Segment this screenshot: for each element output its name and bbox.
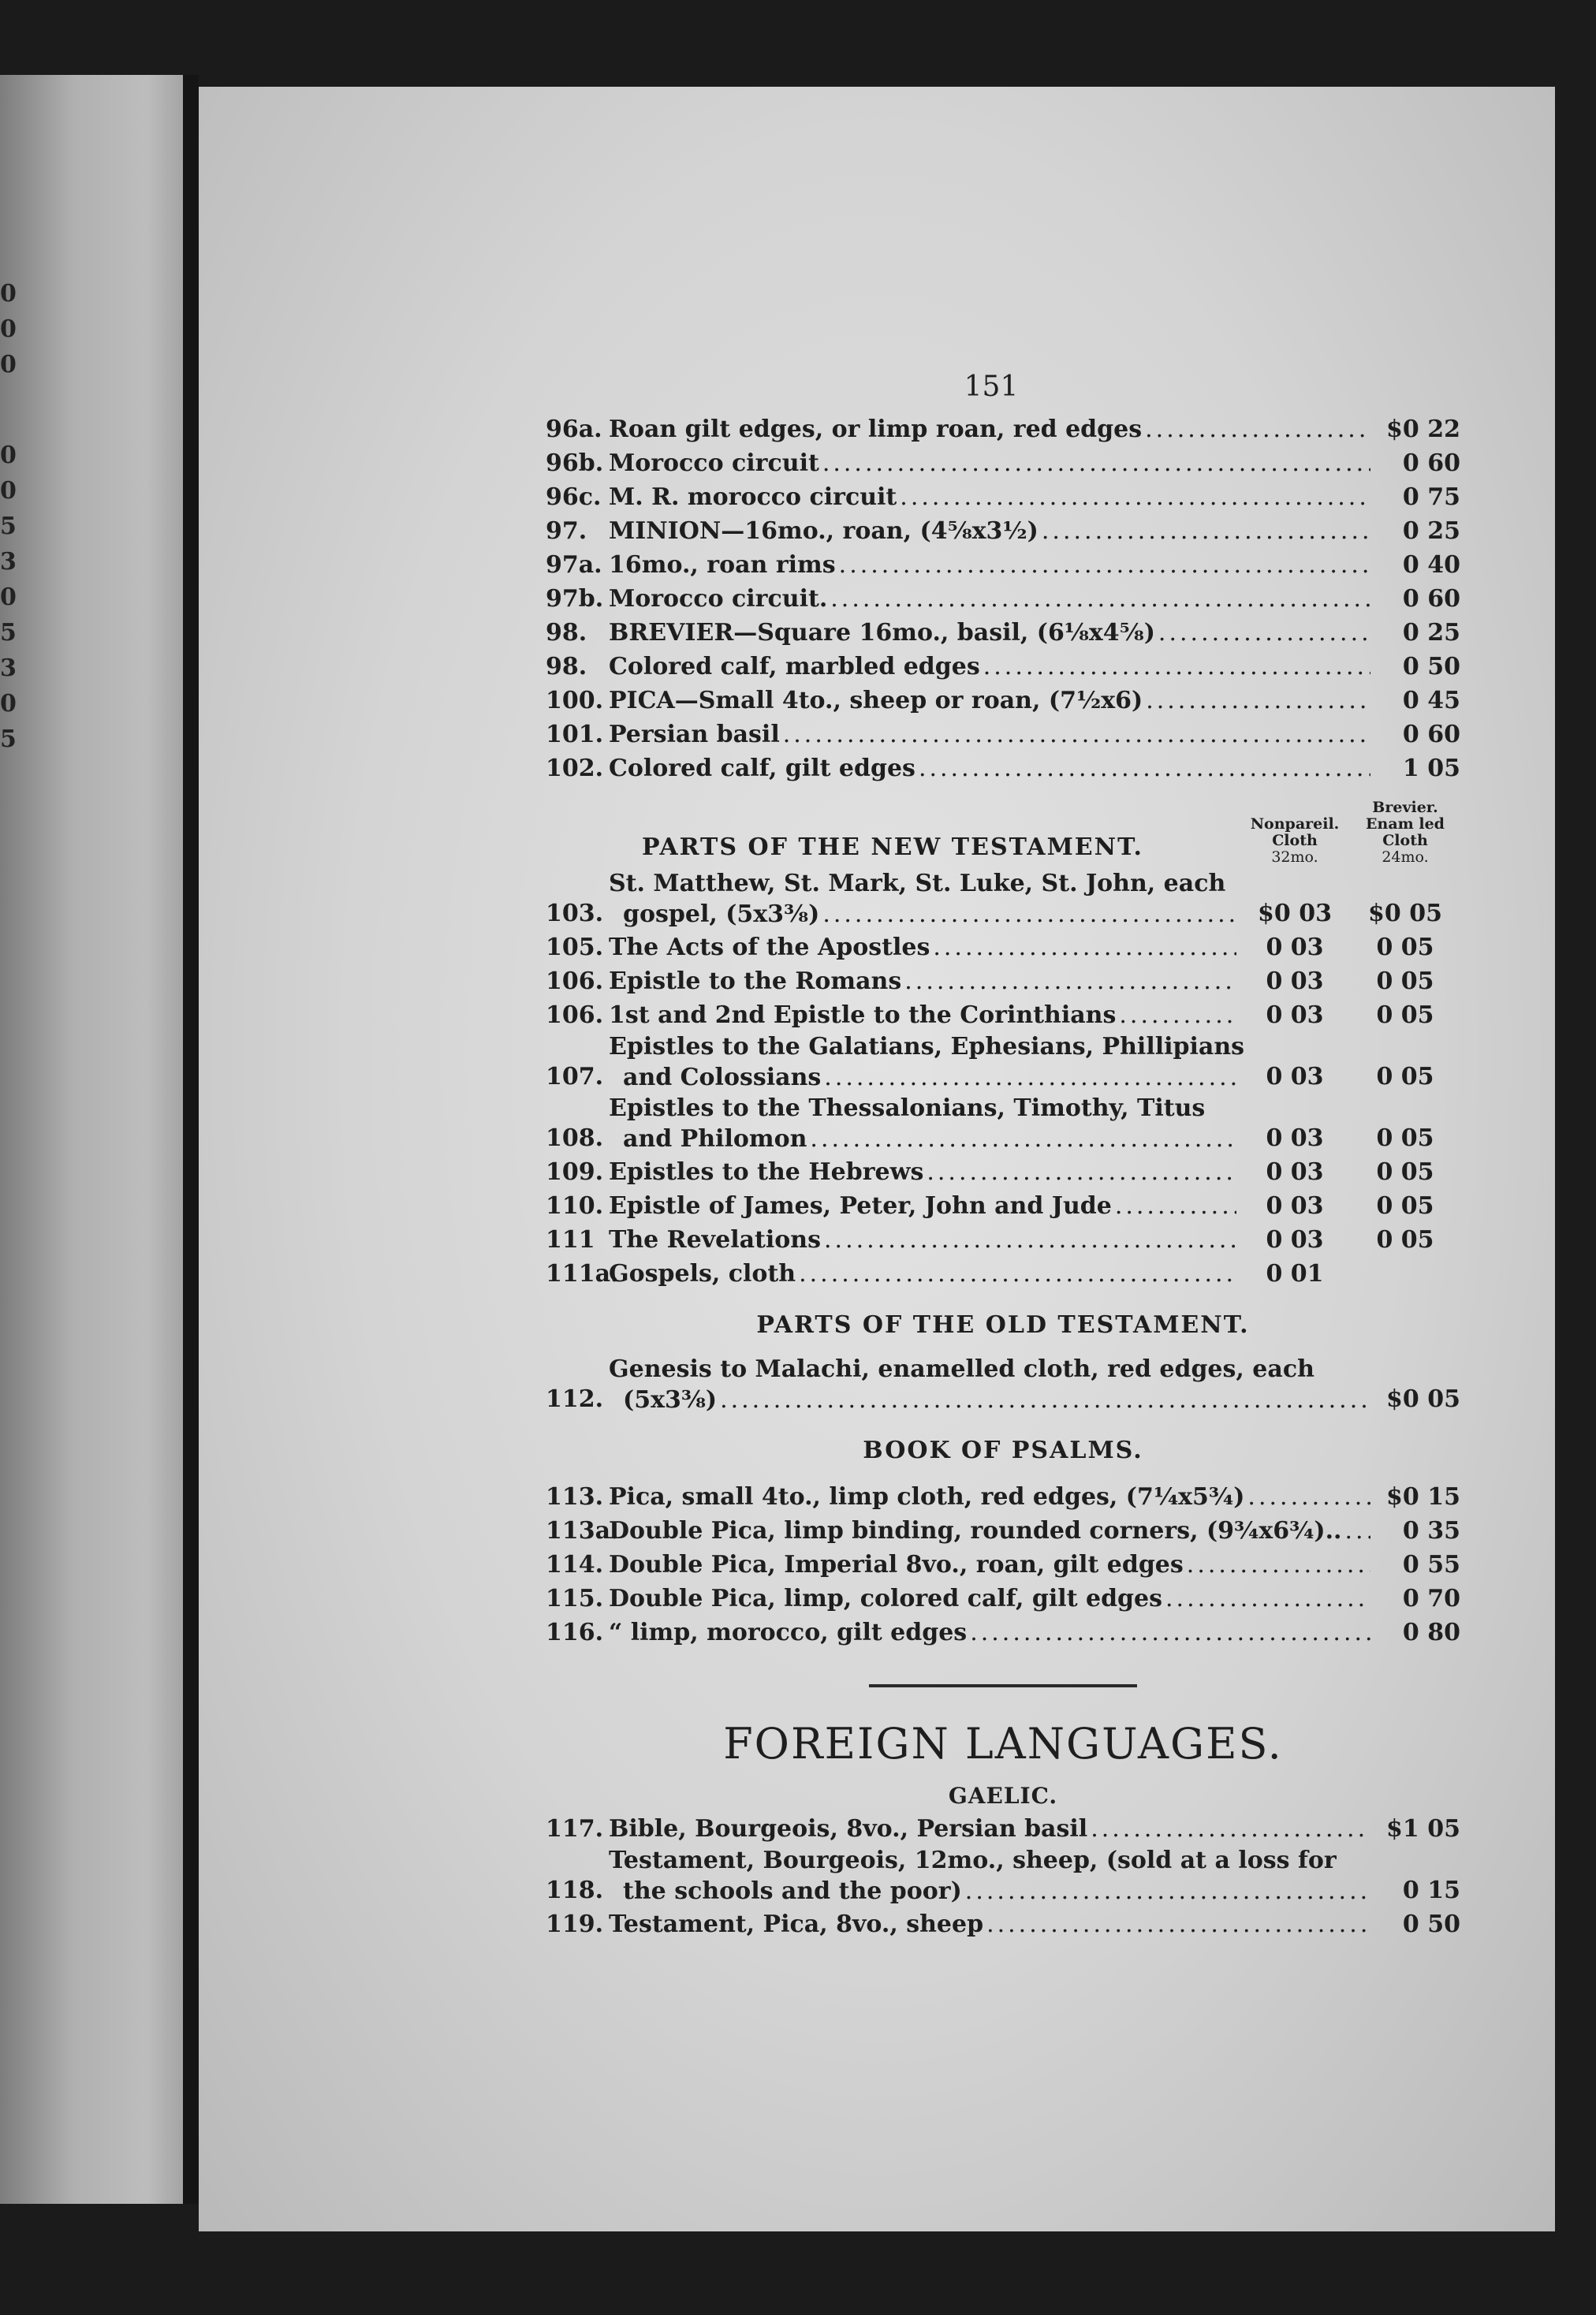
nonpareil-price: 0 03 <box>1266 1158 1324 1186</box>
item-price: 0 45 <box>1402 687 1460 714</box>
list-item <box>546 1480 1460 1514</box>
item-description-text: “ limp, morocco, gilt edges <box>609 1619 968 1646</box>
item-description <box>609 616 1374 650</box>
leader-dots <box>965 1876 1370 1907</box>
list-item <box>546 718 1460 751</box>
item-number: 101. <box>546 721 604 748</box>
list-item <box>546 930 1460 964</box>
page-fragment-digit: 3 <box>0 654 17 682</box>
leader-dots <box>822 446 1370 480</box>
item-description <box>609 1155 1240 1189</box>
item-number: 107. <box>546 1063 604 1090</box>
brevier-price: 0 05 <box>1376 967 1434 995</box>
list-item <box>546 869 1460 930</box>
brevier-price: 0 05 <box>1376 934 1434 961</box>
item-price: 0 55 <box>1402 1551 1460 1579</box>
leader-dots <box>720 1385 1370 1416</box>
section-title: BOOK OF PSALMS. <box>863 1437 1143 1464</box>
gaelic-subheading: GAELIC. <box>948 1783 1058 1809</box>
page-fragment-digit: 0 <box>0 690 17 718</box>
item-description-text: Colored calf, gilt edges <box>609 755 915 782</box>
item-description-text: Testament, Pica, 8vo., sheep <box>609 1911 984 1938</box>
leader-dots <box>1115 1189 1236 1223</box>
leader-dots <box>824 1062 1236 1094</box>
brevier-price: 0 05 <box>1376 1063 1434 1090</box>
item-description-line: Testament, Bourgeois, 12mo., sheep, (sold at a loss for <box>609 1847 1337 1874</box>
leader-dots <box>824 1223 1236 1257</box>
page-fragment-digit: 5 <box>0 619 17 647</box>
item-number: 110. <box>546 1192 604 1220</box>
item-description <box>609 869 1240 930</box>
brevier-price: 0 05 <box>1376 1001 1434 1029</box>
list-item <box>546 964 1460 998</box>
leader-dots <box>1187 1548 1370 1582</box>
item-description-text: PICA—Small 4to., sheep or roan, (7½x6) <box>609 687 1143 714</box>
item-number: 111 <box>546 1226 595 1254</box>
bible-price-list <box>546 412 1460 785</box>
item-description-text: M. R. morocco circuit <box>609 483 897 511</box>
item-price: $1 05 <box>1386 1815 1460 1843</box>
item-number: 102. <box>546 755 604 782</box>
item-number: 112. <box>546 1385 604 1413</box>
leader-dots <box>783 718 1370 751</box>
page-fragment-digit: 0 <box>0 442 17 469</box>
list-item <box>546 650 1460 684</box>
leader-dots <box>983 650 1370 684</box>
item-description-text: and Philomon <box>623 1125 807 1153</box>
item-price: 0 60 <box>1402 721 1460 748</box>
item-description <box>609 514 1374 548</box>
item-description-text: Colored calf, marbled edges <box>609 653 980 680</box>
leader-dots <box>1042 514 1370 548</box>
item-price: 0 50 <box>1402 653 1460 680</box>
list-item <box>546 1548 1460 1582</box>
item-description-text: the schools and the poor) <box>623 1877 962 1905</box>
item-description-text: Morocco circuit. <box>609 585 828 613</box>
item-price: 1 05 <box>1402 755 1460 782</box>
item-description-line: Epistles to the Thessalonians, Timothy, Titus <box>609 1094 1206 1122</box>
leader-dots <box>1145 412 1370 446</box>
item-price: $0 05 <box>1386 1385 1460 1413</box>
leader-dots <box>799 1257 1236 1291</box>
list-item <box>546 548 1460 582</box>
item-number: 97b. <box>546 585 604 613</box>
item-description <box>609 1846 1374 1907</box>
leader-dots <box>904 964 1236 998</box>
page-fragment-digit: 0 <box>0 280 17 308</box>
item-number: 96a. <box>546 416 602 443</box>
leader-dots <box>822 899 1236 930</box>
item-description-text: Epistle to the Romans <box>609 967 902 995</box>
item-price: 0 60 <box>1402 449 1460 477</box>
list-item <box>546 616 1460 650</box>
item-description <box>609 1514 1374 1548</box>
leader-dots <box>970 1616 1370 1650</box>
leader-dots <box>810 1124 1236 1155</box>
list-item <box>546 1616 1460 1650</box>
item-number: 114. <box>546 1551 604 1579</box>
item-number: 97a. <box>546 551 602 579</box>
item-price: 0 70 <box>1402 1585 1460 1612</box>
book-page <box>199 87 1555 2231</box>
leader-dots <box>927 1155 1236 1189</box>
page-fragment-digit: 3 <box>0 548 17 576</box>
nonpareil-price: 0 03 <box>1266 1226 1324 1254</box>
leader-dots <box>1146 684 1370 718</box>
leader-dots <box>1344 1514 1370 1548</box>
leader-dots <box>1158 616 1370 650</box>
list-item <box>546 582 1460 616</box>
item-description <box>609 718 1374 751</box>
brevier-price: 0 05 <box>1376 1192 1434 1220</box>
list-item <box>546 446 1460 480</box>
divider-rule <box>869 1684 1137 1687</box>
nonpareil-price: $0 03 <box>1258 900 1332 927</box>
list-item <box>546 412 1460 446</box>
item-number: 96b. <box>546 449 604 477</box>
item-description-text: Bible, Bourgeois, 8vo., Persian basil <box>609 1815 1088 1843</box>
item-number: 105. <box>546 934 604 961</box>
item-description <box>609 1223 1240 1257</box>
item-price: 0 60 <box>1402 585 1460 613</box>
brevier-column-header: Brevier. Enam led Cloth 24mo. <box>1366 799 1445 866</box>
nonpareil-price: 0 03 <box>1266 1192 1324 1220</box>
nonpareil-price: 0 03 <box>1266 1124 1324 1152</box>
item-description-text: Gospels, cloth <box>609 1260 796 1288</box>
old-testament-price-list <box>546 1355 1460 1416</box>
item-description <box>609 1355 1374 1416</box>
item-description-line <box>609 1124 1240 1155</box>
item-number: 113a. <box>546 1517 619 1545</box>
page-number: 151 <box>964 371 1019 403</box>
item-description-line <box>609 1876 1374 1907</box>
facing-page-edge <box>0 75 183 2204</box>
list-item <box>546 1582 1460 1616</box>
brevier-price: $0 05 <box>1368 900 1442 927</box>
leader-dots <box>933 930 1236 964</box>
item-number: 115. <box>546 1585 604 1612</box>
item-description-text: The Acts of the Apostles <box>609 934 930 961</box>
item-description-text: Pica, small 4to., limp cloth, red edges, (7¼x5¾) <box>609 1483 1245 1511</box>
list-item <box>546 998 1460 1032</box>
list-item <box>546 1189 1460 1223</box>
item-description <box>609 582 1374 616</box>
item-description <box>609 1257 1240 1291</box>
item-description <box>609 1032 1245 1094</box>
item-description-text: Morocco circuit <box>609 449 819 477</box>
item-description <box>609 412 1374 446</box>
nonpareil-price: 0 03 <box>1266 934 1324 961</box>
item-description-text: Epistles to the Hebrews <box>609 1158 924 1186</box>
list-item <box>546 514 1460 548</box>
item-description-line <box>609 1062 1240 1094</box>
item-price: 0 40 <box>1402 551 1460 579</box>
list-item <box>546 1223 1460 1257</box>
item-description <box>609 1907 1374 1941</box>
item-price: 0 25 <box>1402 619 1460 647</box>
page-fragment-digit: 0 <box>0 583 17 611</box>
item-price: 0 75 <box>1402 483 1460 511</box>
leader-dots <box>919 751 1370 785</box>
item-price: 0 50 <box>1402 1911 1460 1938</box>
psalms-price-list <box>546 1480 1460 1650</box>
leader-dots <box>900 480 1370 514</box>
item-price: 0 80 <box>1402 1619 1460 1646</box>
item-description-text: The Revelations <box>609 1226 822 1254</box>
item-number: 119. <box>546 1911 604 1938</box>
item-description <box>609 650 1374 684</box>
item-number: 111a. <box>546 1260 619 1288</box>
nonpareil-price: 0 01 <box>1266 1260 1324 1288</box>
page-fragment-digit: 0 <box>0 351 17 378</box>
item-description <box>609 751 1374 785</box>
item-description-line <box>609 1385 1374 1416</box>
item-price: $0 22 <box>1386 416 1460 443</box>
item-number: 98. <box>546 619 587 647</box>
list-item <box>546 1907 1460 1941</box>
item-number: 109. <box>546 1158 604 1186</box>
item-number: 100. <box>546 687 604 714</box>
list-item <box>546 751 1460 785</box>
item-description <box>609 446 1374 480</box>
item-description <box>609 1480 1374 1514</box>
section-title: PARTS OF THE NEW TESTAMENT. <box>642 833 1143 861</box>
new-testament-price-list <box>546 869 1460 1291</box>
item-description-text: Double Pica, limp, colored calf, gilt edges <box>609 1585 1163 1612</box>
item-description <box>609 684 1374 718</box>
item-description <box>609 1189 1240 1223</box>
item-description <box>609 480 1374 514</box>
item-description <box>609 1582 1374 1616</box>
leader-dots <box>830 582 1370 616</box>
item-description-line: St. Matthew, St. Mark, St. Luke, St. John, each <box>609 870 1226 897</box>
item-price: 0 35 <box>1402 1517 1460 1545</box>
item-number: 117. <box>546 1815 604 1843</box>
leader-dots <box>986 1907 1370 1941</box>
page-fragment-digit: 5 <box>0 513 17 540</box>
item-description-text: Double Pica, limp binding, rounded corners, (9¾x6¾).. <box>609 1517 1342 1545</box>
item-description <box>609 1094 1240 1155</box>
nonpareil-price: 0 03 <box>1266 1001 1324 1029</box>
item-number: 116. <box>546 1619 604 1646</box>
book-gutter <box>183 75 199 2204</box>
page-fragment-digit: 0 <box>0 477 17 505</box>
leader-dots <box>839 548 1370 582</box>
gaelic-price-list <box>546 1812 1460 1941</box>
item-number: 108. <box>546 1124 604 1152</box>
list-item <box>546 1155 1460 1189</box>
item-description-text: Epistle of James, Peter, John and Jude <box>609 1192 1112 1220</box>
item-number: 98. <box>546 653 587 680</box>
item-number: 113. <box>546 1483 604 1511</box>
item-description-text: MINION—16mo., roan, (4⅝x3½) <box>609 517 1039 545</box>
item-price: 0 25 <box>1402 517 1460 545</box>
item-description-line: Genesis to Malachi, enamelled cloth, red edges, each <box>609 1355 1314 1383</box>
leader-dots <box>1119 998 1236 1032</box>
list-item <box>546 1355 1460 1416</box>
item-description <box>609 1548 1374 1582</box>
leader-dots <box>1247 1480 1370 1514</box>
list-item <box>546 1032 1460 1094</box>
list-item <box>546 1094 1460 1155</box>
item-number: 106. <box>546 967 604 995</box>
list-item <box>546 1514 1460 1548</box>
item-price: 0 15 <box>1402 1877 1460 1904</box>
item-number: 103. <box>546 900 604 927</box>
item-description-text: (5x3⅜) <box>623 1386 718 1414</box>
list-item <box>546 1812 1460 1846</box>
item-description <box>609 998 1240 1032</box>
item-description-text: 16mo., roan rims <box>609 551 836 579</box>
list-item <box>546 1257 1460 1291</box>
nonpareil-price: 0 03 <box>1266 967 1324 995</box>
item-description-text: Roan gilt edges, or limp roan, red edges <box>609 416 1143 443</box>
brevier-price: 0 05 <box>1376 1226 1434 1254</box>
item-description-line <box>609 899 1240 930</box>
item-description-text: gospel, (5x3⅜) <box>623 900 820 928</box>
item-description-text: Persian basil <box>609 721 780 748</box>
item-description-text: and Colossians <box>623 1064 822 1091</box>
list-item <box>546 1846 1460 1907</box>
item-description <box>609 964 1240 998</box>
item-description-text: Double Pica, Imperial 8vo., roan, gilt edges <box>609 1551 1184 1579</box>
item-number: 97. <box>546 517 587 545</box>
leader-dots <box>1091 1812 1370 1846</box>
item-price: $0 15 <box>1386 1483 1460 1511</box>
foreign-languages-heading: FOREIGN LANGUAGES. <box>723 1719 1283 1769</box>
item-description <box>609 930 1240 964</box>
page-content <box>546 371 1460 1941</box>
page-fragment-digit: 5 <box>0 725 17 753</box>
brevier-price: 0 05 <box>1376 1158 1434 1186</box>
item-number: 96c. <box>546 483 602 511</box>
item-description <box>609 1812 1374 1846</box>
list-item <box>546 684 1460 718</box>
item-description <box>609 548 1374 582</box>
brevier-price: 0 05 <box>1376 1124 1434 1152</box>
item-description <box>609 1616 1374 1650</box>
item-description-line: Epistles to the Galatians, Ephesians, Phillipians <box>609 1033 1245 1061</box>
item-description-text: BREVIER—Square 16mo., basil, (6⅛x4⅝) <box>609 619 1155 647</box>
page-fragment-digit: 0 <box>0 315 17 343</box>
new-testament-header <box>546 800 1460 866</box>
list-item <box>546 480 1460 514</box>
item-number: 106. <box>546 1001 604 1029</box>
section-title: PARTS OF THE OLD TESTAMENT. <box>756 1311 1250 1339</box>
nonpareil-price: 0 03 <box>1266 1063 1324 1090</box>
leader-dots <box>1165 1582 1370 1616</box>
item-description-text: 1st and 2nd Epistle to the Corinthians <box>609 1001 1117 1029</box>
item-number: 118. <box>546 1877 604 1904</box>
nonpareil-column-header: Nonpareil. Cloth 32mo. <box>1250 815 1340 866</box>
